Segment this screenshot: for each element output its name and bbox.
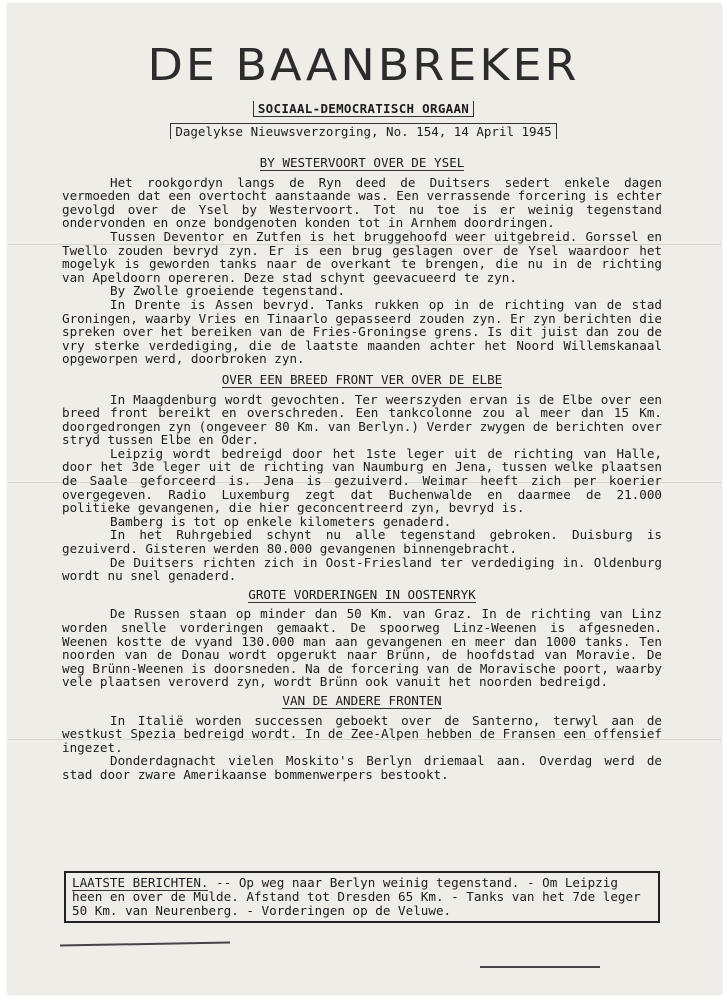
dateline xyxy=(0,124,727,139)
paragraph: Donderdagnacht vielen Moskito's Berlyn driemaal aan. Overdag werd de stad door zware Amerikaanse bommenwerpers bestookt. xyxy=(62,753,662,782)
paragraph: By Zwolle groeiende tegenstand. xyxy=(110,283,346,299)
article-body xyxy=(62,152,662,782)
subtitle-text: SOCIAAL-DEMOCRATISCH ORGAAN xyxy=(253,101,474,117)
latest-news-label: LAATSTE BERICHTEN. xyxy=(72,875,209,890)
dateline-text: Dagelykse Nieuwsverzorging, No. 154, 14 April 1945 xyxy=(170,123,556,139)
latest-news-text: -- Op weg naar Berlyn weinig tegenstand. - Om Leipzig heen en over de Mulde. Afstand tot Dresden 65 Km. - Tanks van het 7de leger 50 Km. van Neurenberg. - Vorderingen op de Veluwe. xyxy=(72,875,641,918)
paragraph: In Drente is Assen bevryd. Tanks rukken op in de richting van de stad Groningen, waarby Vries en Tinaarlo gepasseerd zouden zyn. Er zyn berichten die spreken over het bereiken van de Fries-Groningse grens. Is dit juist dan zou de vry sterke verdediging, die de laatste maanden achter het Noord Willemskanaal opgeworpen werd, doorbroken zyn. xyxy=(62,296,662,367)
subtitle xyxy=(0,101,727,116)
paragraph: De Russen staan op minder dan 50 Km. van Graz. In de richting van Linz worden snelle vorderingen gemaakt. De spoorweg Linz-Weenen is afgesneden. Weenen kostte de vyand 130.000 man aan gevangenen en meer dan 1000 tanks. Ten noorden van de Donau wordt opgerukt naar Brünn, de hoofdstad van Moravie. De weg Brünn-Weenen is doorsneden. Na de forcering van de Moravische poort, waarby vele plaatsen veroverd zyn, wordt Brünn ook vanuit het noorden bedreigd. xyxy=(62,606,662,690)
paragraph: In Maagdenburg wordt gevochten. Ter weerszyden ervan is de Elbe over een breed front bereikt en overschreden. Een tankcolonne zou al meer dan 15 Km. doorgedrongen zyn (ongeveer 80 Km. van Berlyn.) Verder zwygen de berichten over stryd tussen Elbe en Oder. xyxy=(62,391,662,448)
latest-news-box xyxy=(64,871,660,923)
paragraph: De Duitsers richten zich in Oost-Friesland ter verdediging in. Oldenburg wordt nu snel genaderd. xyxy=(62,554,662,584)
masthead: DE BAANBREKER xyxy=(147,39,580,91)
ink-rule xyxy=(480,966,600,968)
paragraph: Het rookgordyn langs de Ryn deed de Duitsers sedert enkele dagen vermoeden dat een overtocht aanstaande was. Een verrassende forcering is echter gevolgd over de Ysel by Westervoort. Tot nu toe is er weinig tegenstand ondervonden en onze bondgenoten konden tot in Arnhem doordringen. xyxy=(62,174,662,231)
section-heading: OVER EEN BREED FRONT VER OVER DE ELBE xyxy=(221,371,503,387)
paragraph: Tussen Deventor en Zutfen is het bruggehoofd weer uitgebreid. Gorssel en Twello zouden bevryd zyn. Er is een brug geslagen over de Ysel waardoor het mogelyk is geworden tanks naar de overkant te brengen, die nu in de richting van Apeldoorn opereren. Deze stad schynt geevacueerd te zyn. xyxy=(62,228,662,285)
section-heading: GROTE VORDERINGEN IN OOSTENRYK xyxy=(248,586,476,602)
paragraph: In het Ruhrgebied schynt nu alle tegenstand gebroken. Duisburg is gezuiverd. Gisteren werden 80.000 gevangenen binnengebracht. xyxy=(62,527,662,557)
paragraph: Bamberg is tot op enkele kilometers genaderd. xyxy=(110,513,452,529)
paragraph: Leipzig wordt bedreigd door het 1ste leger uit de richting van Halle, door het 3de leger uit de richting van Naumburg en Jena, tussen welke plaatsen de Saale geforceerd is. Jena is gezuiverd. Weimar heeft zich per koerier overgegeven. Radio Luxemburg zegt dat Buchenwalde en daarmee de 21.000 politieke gevangenen, die hier geconcentreerd zyn, bevryd is. xyxy=(62,445,662,516)
section-heading: VAN DE ANDERE FRONTEN xyxy=(282,692,442,708)
section-heading: BY WESTERVOORT OVER DE YSEL xyxy=(259,155,465,170)
paragraph: In Italië worden successen geboekt over de Santerno, terwyl aan de westkust Spezia bedreigd wordt. In de Zee-Alpen hebben de Fransen een offensief ingezet. xyxy=(62,712,662,755)
